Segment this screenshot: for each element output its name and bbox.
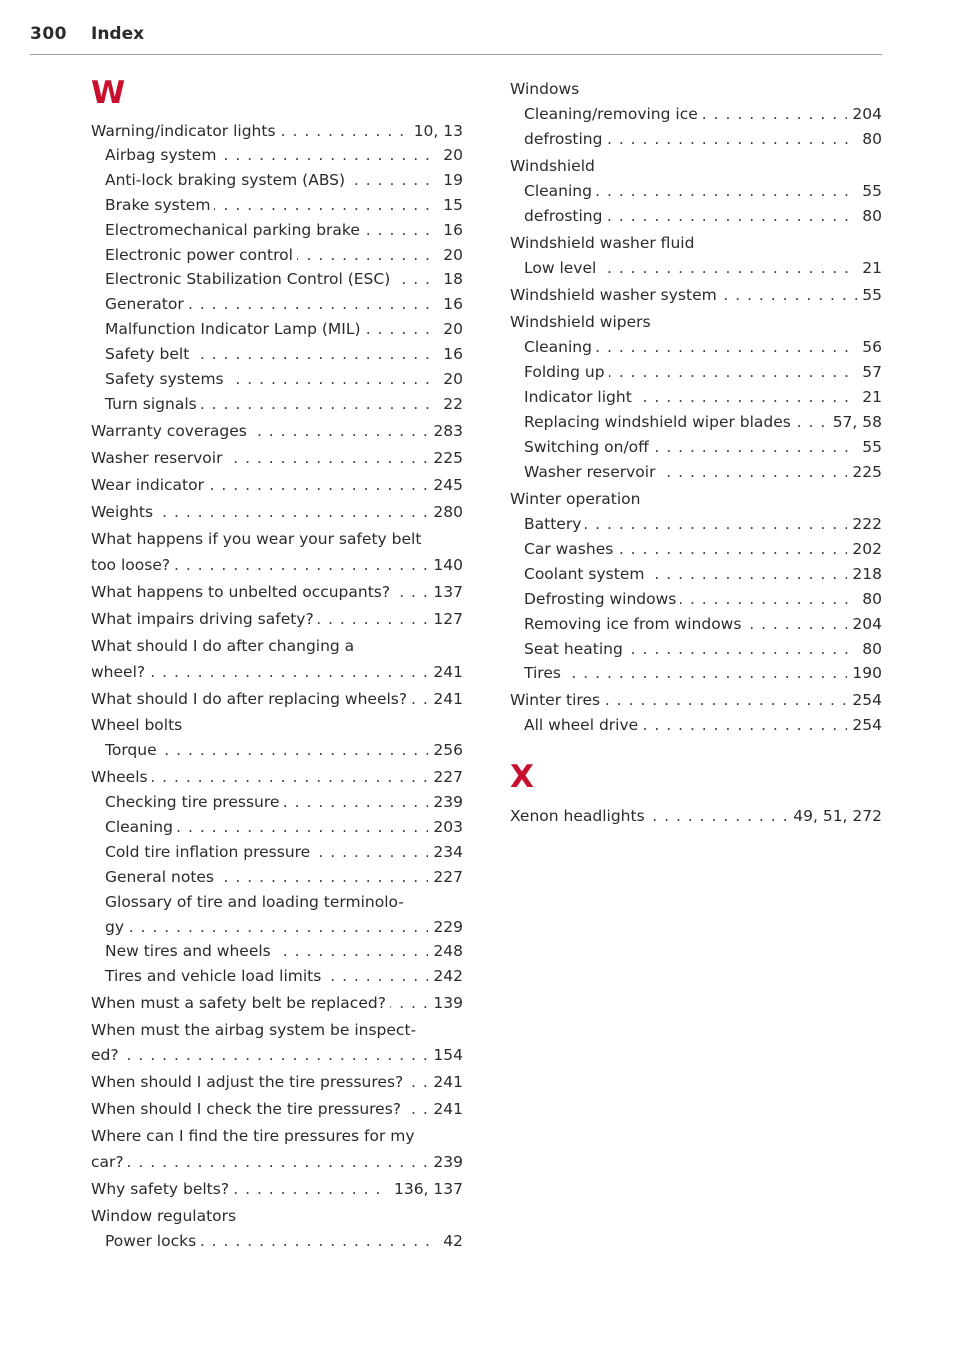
entry-term: Switching on/off xyxy=(524,438,653,456)
index-subentry xyxy=(105,939,463,963)
entry-page-ref[interactable]: 136, 137 xyxy=(389,1177,463,1201)
entry-page-ref[interactable]: 20 xyxy=(438,243,463,267)
index-subentry xyxy=(524,562,882,586)
entry-page-ref[interactable]: 254 xyxy=(847,713,882,737)
entry-page-ref[interactable]: 56 xyxy=(857,335,882,359)
entry-term: Car washes xyxy=(524,540,617,558)
entry-term: When should I adjust the tire pressures? xyxy=(91,1073,407,1091)
entry-term: Washer reservoir xyxy=(91,449,226,467)
entry-page-ref[interactable]: 80 xyxy=(857,127,882,151)
entry-term: Defrosting windows xyxy=(524,590,680,608)
entry-term: Cleaning xyxy=(524,182,596,200)
index-subentry xyxy=(105,964,463,988)
entry-page-ref[interactable]: 137 xyxy=(428,580,463,604)
index-entry xyxy=(510,487,882,511)
entry-term: When should I check the tire pressures? xyxy=(91,1100,405,1118)
entry-term: Brake system xyxy=(105,196,214,214)
index-entry xyxy=(510,310,882,334)
index-entry xyxy=(91,553,463,577)
entry-term: Xenon headlights xyxy=(510,807,649,825)
index-subentry xyxy=(105,1229,463,1253)
entry-term: Folding up xyxy=(524,363,609,381)
index-entry xyxy=(91,1150,463,1174)
index-entry xyxy=(91,527,463,551)
index-entry xyxy=(91,446,463,470)
entry-page-ref[interactable]: 18 xyxy=(438,267,463,291)
entry-page-ref[interactable]: 222 xyxy=(847,512,882,536)
index-letter-heading: W xyxy=(91,75,126,111)
entry-page-ref[interactable]: 16 xyxy=(438,292,463,316)
index-subentry xyxy=(105,143,463,167)
entry-page-ref[interactable]: 204 xyxy=(847,612,882,636)
entry-term: too loose? xyxy=(91,556,174,574)
entry-page-ref[interactable]: 234 xyxy=(428,840,463,864)
index-subentry xyxy=(524,587,882,611)
index-subentry xyxy=(105,267,463,291)
entry-page-ref[interactable]: 21 xyxy=(857,256,882,280)
entry-page-ref[interactable]: 227 xyxy=(428,765,463,789)
entry-term: Safety systems xyxy=(105,370,228,388)
entry-page-ref[interactable]: 21 xyxy=(857,385,882,409)
entry-term: Where can I find the tire pressures for my xyxy=(91,1127,419,1145)
index-subentry xyxy=(105,840,463,864)
index-subentry xyxy=(524,127,882,151)
entry-page-ref[interactable]: 140 xyxy=(428,553,463,577)
entry-term: defrosting xyxy=(524,207,606,225)
index-subentry xyxy=(524,661,882,685)
entry-term: Turn signals xyxy=(105,395,201,413)
index-subentry xyxy=(524,256,882,280)
entry-term: Wheel bolts xyxy=(91,716,186,734)
index-subentry xyxy=(524,460,882,484)
entry-page-ref[interactable]: 15 xyxy=(438,193,463,217)
index-entry xyxy=(510,688,882,712)
index-entry xyxy=(91,634,463,658)
entry-term: Winter operation xyxy=(510,490,644,508)
index-subentry xyxy=(105,168,463,192)
entry-term: Removing ice from windows xyxy=(524,615,745,633)
entry-term: Electromechanical parking brake xyxy=(105,221,364,239)
index-entry xyxy=(91,580,463,604)
entry-page-ref[interactable]: 16 xyxy=(438,218,463,242)
entry-page-ref[interactable]: 283 xyxy=(428,419,463,443)
entry-term: Windshield wipers xyxy=(510,313,655,331)
entry-page-ref[interactable]: 80 xyxy=(857,204,882,228)
entry-page-ref[interactable]: 154 xyxy=(428,1043,463,1067)
entry-term: Cleaning xyxy=(524,338,596,356)
index-subentry xyxy=(105,292,463,316)
index-subentry xyxy=(524,713,882,737)
entry-term: Low level xyxy=(524,259,600,277)
entry-term: Battery xyxy=(524,515,585,533)
index-subentry xyxy=(105,193,463,217)
entry-term: Windshield washer system xyxy=(510,286,721,304)
entry-page-ref[interactable]: 202 xyxy=(847,537,882,561)
entry-term: Generator xyxy=(105,295,188,313)
index-entry xyxy=(91,119,463,143)
entry-term: Cleaning xyxy=(105,818,177,836)
index-entry xyxy=(91,1097,463,1121)
index-subentry xyxy=(105,915,463,939)
entry-term: Seat heating xyxy=(524,640,627,658)
entry-term: Windshield washer fluid xyxy=(510,234,698,252)
entry-term: Cleaning/removing ice xyxy=(524,105,702,123)
entry-page-ref[interactable]: 16 xyxy=(438,342,463,366)
entry-term: Warranty coverages xyxy=(91,422,251,440)
index-subentry xyxy=(524,204,882,228)
index-entry xyxy=(91,765,463,789)
index-subentry xyxy=(524,435,882,459)
entry-term: When must a safety belt be replaced? xyxy=(91,994,390,1012)
index-entry xyxy=(91,473,463,497)
index-entry xyxy=(91,687,463,711)
entry-term: Warning/indicator lights xyxy=(91,122,280,140)
entry-page-ref[interactable]: 20 xyxy=(438,367,463,391)
entry-page-ref[interactable]: 57, 58 xyxy=(828,410,882,434)
entry-page-ref[interactable]: 55 xyxy=(857,179,882,203)
entry-term: What should I do after replacing wheels? xyxy=(91,690,411,708)
entry-term: Airbag system xyxy=(105,146,220,164)
entry-term: What happens to unbelted occupants? xyxy=(91,583,394,601)
index-subentry xyxy=(105,890,463,914)
index-entry xyxy=(510,231,882,255)
entry-term: Replacing windshield wiper blades xyxy=(524,413,795,431)
entry-term: Tires xyxy=(524,664,565,682)
index-subentry xyxy=(524,612,882,636)
entry-page-ref[interactable]: 280 xyxy=(428,500,463,524)
index-entry xyxy=(91,1177,463,1201)
index-entry xyxy=(91,1124,463,1148)
entry-page-ref[interactable]: 80 xyxy=(857,587,882,611)
entry-term: New tires and wheels xyxy=(105,942,275,960)
index-letter-heading: X xyxy=(510,759,534,795)
entry-page-ref[interactable]: 242 xyxy=(428,964,463,988)
entry-term: wheel? xyxy=(91,663,149,681)
entry-term: Malfunction Indicator Lamp (MIL) xyxy=(105,320,365,338)
entry-term: Windshield xyxy=(510,157,599,175)
entry-page-ref[interactable]: 241 xyxy=(428,1070,463,1094)
entry-page-ref[interactable]: 204 xyxy=(847,102,882,126)
index-entry xyxy=(91,419,463,443)
entry-page-ref[interactable]: 241 xyxy=(428,660,463,684)
entry-term: Wheels xyxy=(91,768,152,786)
index-entry xyxy=(91,713,463,737)
entry-page-ref[interactable]: 218 xyxy=(847,562,882,586)
index-entry xyxy=(510,804,882,828)
index-subentry xyxy=(524,410,882,434)
index-subentry xyxy=(524,385,882,409)
entry-term: Electronic power control xyxy=(105,246,297,264)
entry-page-ref[interactable]: 256 xyxy=(428,738,463,762)
index-entry xyxy=(91,1018,463,1042)
entry-term: General notes xyxy=(105,868,218,886)
index-subentry xyxy=(105,317,463,341)
index-subentry xyxy=(105,218,463,242)
entry-page-ref[interactable]: 55 xyxy=(857,435,882,459)
index-subentry xyxy=(105,367,463,391)
entry-page-ref[interactable]: 42 xyxy=(438,1229,463,1253)
index-subentry xyxy=(524,335,882,359)
entry-page-ref[interactable]: 241 xyxy=(428,1097,463,1121)
entry-term: Tires and vehicle load limits xyxy=(105,967,325,985)
entry-term: Glossary of tire and loading terminolo- xyxy=(105,893,408,911)
entry-page-ref[interactable]: 20 xyxy=(438,317,463,341)
entry-term: Safety belt xyxy=(105,345,193,363)
entry-term: Anti-lock braking system (ABS) xyxy=(105,171,349,189)
entry-page-ref[interactable]: 203 xyxy=(428,815,463,839)
entry-term: Wear indicator xyxy=(91,476,208,494)
entry-term: What impairs driving safety? xyxy=(91,610,318,628)
index-subentry xyxy=(524,537,882,561)
entry-term: car? xyxy=(91,1153,128,1171)
entry-page-ref[interactable]: 229 xyxy=(428,915,463,939)
section-title: Index xyxy=(91,24,145,44)
index-entry xyxy=(91,1070,463,1094)
entry-term: Electronic Stabilization Control (ESC) xyxy=(105,270,394,288)
index-entry xyxy=(91,607,463,631)
entry-page-ref[interactable]: 22 xyxy=(438,392,463,416)
entry-term: What happens if you wear your safety belt xyxy=(91,530,425,548)
index-subentry xyxy=(105,738,463,762)
entry-page-ref[interactable]: 227 xyxy=(428,865,463,889)
index-entry xyxy=(510,154,882,178)
page-number: 300 xyxy=(30,24,67,44)
index-entry xyxy=(91,1043,463,1067)
index-subentry xyxy=(524,360,882,384)
index-subentry xyxy=(524,179,882,203)
entry-term: Cold tire inflation pressure xyxy=(105,843,314,861)
index-entry xyxy=(91,660,463,684)
index-subentry xyxy=(105,392,463,416)
index-subentry xyxy=(524,637,882,661)
entry-page-ref[interactable]: 254 xyxy=(847,688,882,712)
index-subentry xyxy=(105,342,463,366)
index-subentry xyxy=(105,865,463,889)
index-entry xyxy=(91,1204,463,1228)
entry-term: Power locks xyxy=(105,1232,200,1250)
entry-page-ref[interactable]: 239 xyxy=(428,1150,463,1174)
index-subentry xyxy=(524,512,882,536)
entry-page-ref[interactable]: 190 xyxy=(847,661,882,685)
entry-term: Checking tire pressure xyxy=(105,793,283,811)
entry-page-ref[interactable]: 55 xyxy=(857,283,882,307)
index-subentry xyxy=(524,102,882,126)
entry-term: All wheel drive xyxy=(524,716,642,734)
entry-page-ref[interactable]: 225 xyxy=(847,460,882,484)
entry-page-ref[interactable]: 10, 13 xyxy=(409,119,463,143)
entry-term: Washer reservoir xyxy=(524,463,659,481)
index-entry xyxy=(91,991,463,1015)
entry-page-ref[interactable]: 241 xyxy=(428,687,463,711)
entry-page-ref[interactable]: 139 xyxy=(428,991,463,1015)
index-entry xyxy=(510,77,882,101)
entry-page-ref[interactable]: 127 xyxy=(428,607,463,631)
entry-page-ref[interactable]: 80 xyxy=(857,637,882,661)
entry-page-ref[interactable]: 20 xyxy=(438,143,463,167)
entry-term: What should I do after changing a xyxy=(91,637,358,655)
entry-term: Torque xyxy=(105,741,161,759)
entry-page-ref[interactable]: 57 xyxy=(857,360,882,384)
entry-term: defrosting xyxy=(524,130,606,148)
entry-term: Indicator light xyxy=(524,388,636,406)
entry-page-ref[interactable]: 248 xyxy=(428,939,463,963)
index-entry xyxy=(91,500,463,524)
entry-term: Windows xyxy=(510,80,583,98)
entry-term: ed? xyxy=(91,1046,123,1064)
page-header xyxy=(30,24,882,55)
index-subentry xyxy=(105,243,463,267)
entry-term: Window regulators xyxy=(91,1207,240,1225)
entry-page-ref[interactable]: 225 xyxy=(428,446,463,470)
entry-term: Why safety belts? xyxy=(91,1180,233,1198)
index-subentry xyxy=(105,790,463,814)
entry-term: Coolant system xyxy=(524,565,648,583)
index-entry xyxy=(510,283,882,307)
entry-page-ref[interactable]: 49, 51, 272 xyxy=(788,804,882,828)
entry-page-ref[interactable]: 245 xyxy=(428,473,463,497)
entry-page-ref[interactable]: 19 xyxy=(438,168,463,192)
entry-term: When must the airbag system be inspect- xyxy=(91,1021,420,1039)
entry-page-ref[interactable]: 239 xyxy=(428,790,463,814)
entry-term: gy xyxy=(105,918,128,936)
index-subentry xyxy=(105,815,463,839)
entry-term: Winter tires xyxy=(510,691,604,709)
entry-term: Weights xyxy=(91,503,157,521)
